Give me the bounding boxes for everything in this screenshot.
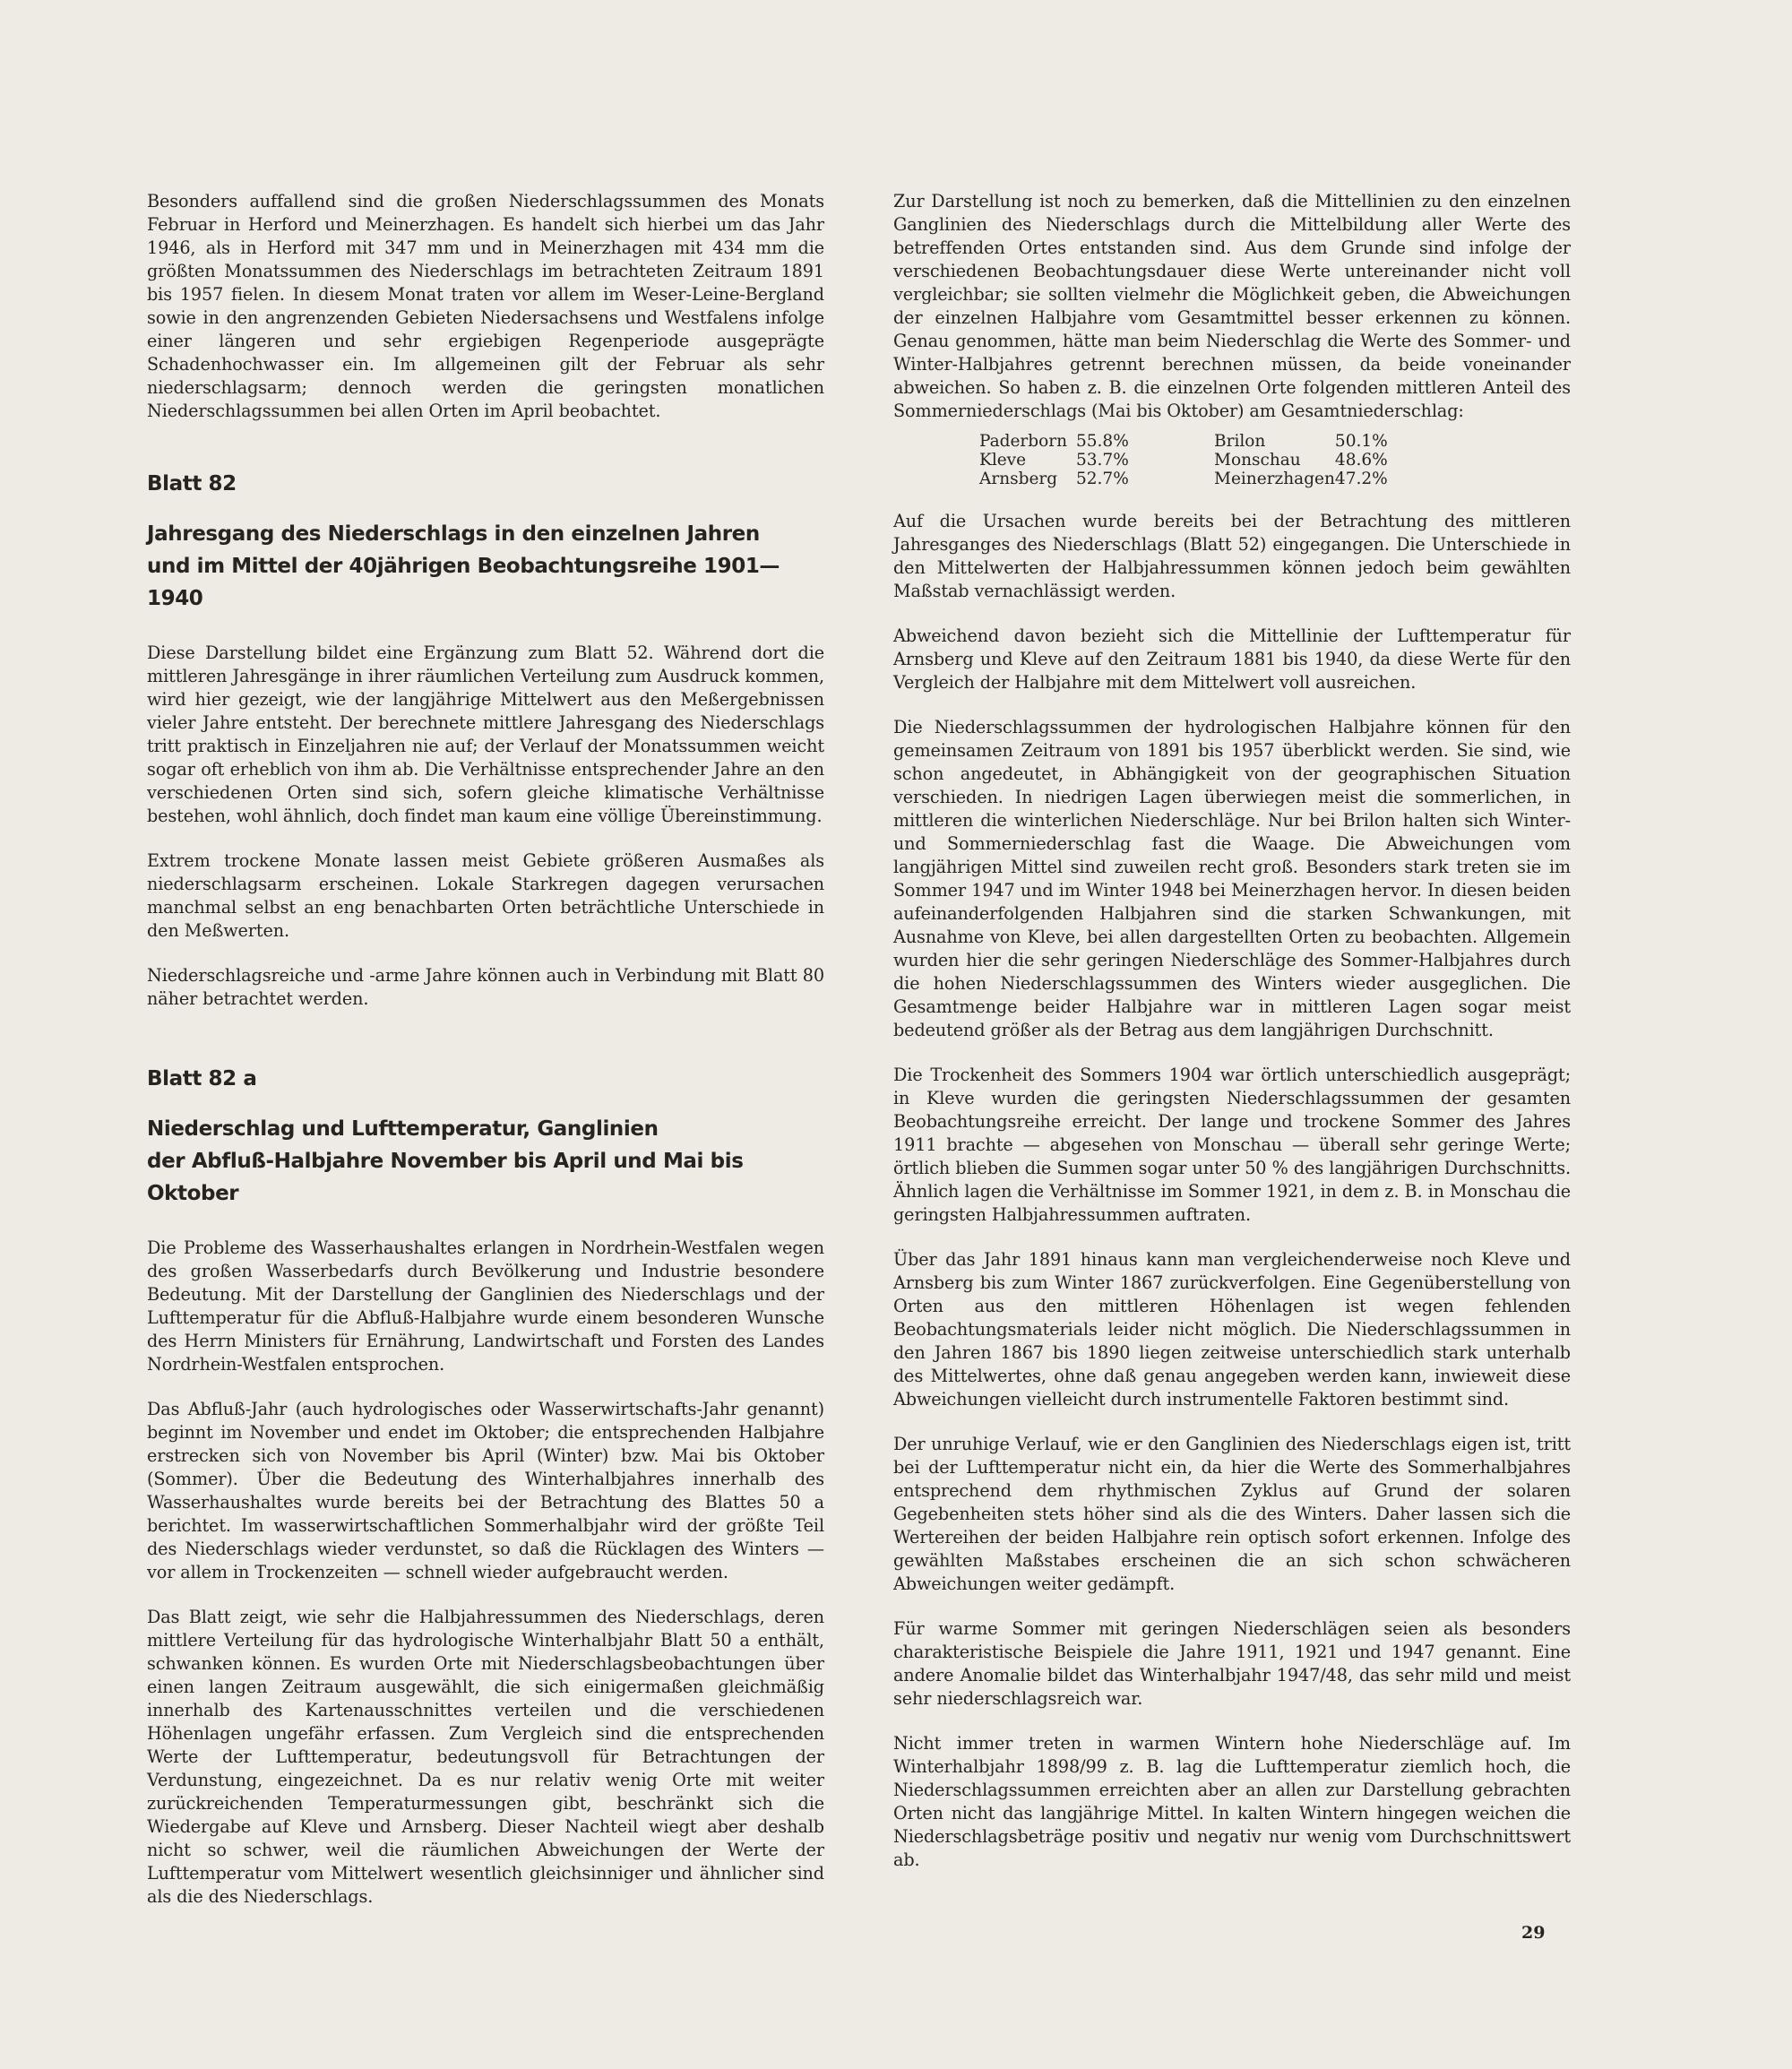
table-cell: Arnsberg: [979, 470, 1058, 488]
paragraph: Das Abfluß-Jahr (auch hydrologisches oder Wasserwirtschafts-Jahr genannt) beginnt im November und endet im Oktober; die entsprechenden Halbjahre erstrecken sich von November bis April (Winter) bzw. Mai bis Oktober (Sommer). Über die Bedeutung des Winterhalbjahres innerhalb des Wasserhaushaltes wurde bereits bei der Betrachtung des Blattes 50 a berichtet. Im wasserwirtschaftlichen Sommerhalbjahr wird der größte Teil des Niederschlags wieder verdunstet, so daß die Rücklagen des Winters — vor allem in Trockenzeiten — schnell wieder aufgebraucht werden.: [147, 1399, 824, 1582]
paragraph: Nicht immer treten in warmen Wintern hohe Niederschläge auf. Im Winterhalbjahr 1898/99 z. B. lag die Lufttemperatur ziemlich hoch, die Niederschlagssummen erreichten aber an allen zur Darstellung gebrachten Orten nicht das langjährige Mittel. In kalten Wintern hingegen weichen die Niederschlagsbeträge positiv und negativ nur wenig vom Durchschnittswert ab.: [893, 1733, 1571, 1870]
summer-share-table: [979, 432, 1388, 488]
table-cell: Monschau: [1214, 451, 1301, 470]
table-cell: 53.7%: [1076, 451, 1129, 470]
paragraph: Extrem trockene Monate lassen meist Gebiete größeren Ausmaßes als niederschlagsarm erscheinen. Lokale Starkregen dagegen verursachen manchmal selbst an eng benachbarten Orten beträchtliche Unterschiede in den Meßwerten.: [147, 850, 824, 941]
table-row: [979, 451, 1388, 470]
paragraph: Das Blatt zeigt, wie sehr die Halbjahressummen des Niederschlags, deren mittlere Verteilung für das hydrologische Winterhalbjahr Blatt 50 a enthält, schwanken können. Es wurden Orte mit Niederschlagsbeobachtungen über einen langen Zeitraum ausgewählt, die sich einigermaßen gleichmäßig innerhalb des Kartenausschnittes verteilen und die verschiedenen Höhenlagen ungefähr erfassen. Zum Vergleich sind die entsprechenden Werte der Lufttemperatur, bedeutungsvoll für Betrachtungen der Verdunstung, eingezeichnet. Da es nur relativ wenig Orte mit weiter zurückreichenden Temperaturmessungen gibt, beschränkt sich die Wiedergabe auf Kleve und Arnsberg. Dieser Nachteil wiegt aber deshalb nicht so schwer, weil die räumlichen Abweichungen der Werte der Lufttemperatur vom Mittelwert wesentlich gleichsinniger und ähnlicher sind als die des Niederschlags.: [147, 1607, 824, 1907]
table-row: [979, 432, 1388, 451]
table-cell: 50.1%: [1334, 432, 1388, 451]
sheet-label: Blatt 82 a: [147, 1067, 257, 1091]
paragraph: Die Trockenheit des Sommers 1904 war örtlich unterschiedlich ausgeprägt; in Kleve wurden die geringsten Niederschlagssummen der gesamten Beobachtungsreihe erreicht. Der lange und trockene Sommer des Jahres 1911 brachte — abgesehen von Monschau — überall sehr geringe Werte; örtlich blieben die Summen sogar unter 50 % des langjährigen Durchschnitts. Ähnlich lagen die Verhältnisse im Sommer 1921, in dem z. B. in Monschau die geringsten Halbjahressummen auftraten.: [893, 1065, 1571, 1225]
table-cell: Meinerzhagen: [1214, 470, 1335, 488]
table-row: [979, 470, 1388, 488]
table-cell: Kleve: [979, 451, 1027, 470]
right-column: [893, 190, 1571, 1893]
section-title-line-1: Jahresgang des Niederschlags in den einzelnen Jahren: [147, 522, 760, 546]
paragraph: Auf die Ursachen wurde bereits bei der Betrachtung des mittleren Jahresganges des Niederschlags (Blatt 52) eingegangen. Die Unterschiede in den Mittelwerten der Halbjahressummen können jedoch beim gewählten Maßstab vernachlässigt werden.: [893, 511, 1571, 601]
paragraph: Diese Darstellung bildet eine Ergänzung zum Blatt 52. Während dort die mittleren Jahresgänge in ihrer räumlichen Verteilung zum Ausdruck kommen, wird hier gezeigt, wie der langjährige Mittelwert aus den Meßergebnissen vieler Jahre entsteht. Der berechnete mittlere Jahresgang des Niederschlags tritt praktisch in Einzeljahren nie auf; der Verlauf der Monatssummen weicht sogar oft erheblich von ihm ab. Die Verhältnisse entsprechender Jahre an den verschiedenen Orten sind sich, sofern gleiche klimatische Verhältnisse bestehen, wohl ähnlich, doch findet man kaum eine völlige Übereinstimmung.: [147, 642, 824, 826]
table-cell: 48.6%: [1334, 451, 1388, 470]
paragraph: Abweichend davon bezieht sich die Mittellinie der Lufttemperatur für Arnsberg und Kleve auf den Zeitraum 1881 bis 1940, da diese Werte für den Vergleich der Halbjahre mit dem Mittelwert voll ausreichen.: [893, 625, 1571, 693]
section-title-line-2: der Abfluß-Halbjahre November bis April und Mai bis Oktober: [147, 1150, 744, 1205]
table-cell: 47.2%: [1334, 470, 1388, 488]
table-cell: Paderborn: [979, 432, 1068, 451]
section-title-line-1: Niederschlag und Lufttemperatur, Ganglinien: [147, 1117, 659, 1141]
paragraph: Der unruhige Verlauf, wie er den Ganglinien des Niederschlags eigen ist, tritt bei der Lufttemperatur nicht ein, da hier die Werte des Sommerhalbjahres entsprechend dem rhythmischen Zyklus auf Grund der solaren Gegebenheiten stets höher sind als die des Winters. Daher lassen sich die Wertereihen der beiden Halbjahre rein optisch sofort erkennen. Infolge des gewählten Maßstabes erscheinen die an sich schon schwächeren Abweichungen weiter gedämpft.: [893, 1434, 1571, 1594]
section-title-line-2: und im Mittel der 40jährigen Beobachtungsreihe 1901—1940: [147, 555, 780, 610]
table-cell: 55.8%: [1076, 432, 1129, 451]
table-cell: 52.7%: [1076, 470, 1129, 488]
section-blatt-82: [147, 468, 824, 1011]
page-number: 29: [1521, 1923, 1546, 1943]
table-cell: Brilon: [1214, 432, 1266, 451]
paragraph: Die Probleme des Wasserhaushaltes erlangen in Nordrhein-Westfalen wegen des großen Wasserbedarfs durch Bevölkerung und Industrie besondere Bedeutung. Mit der Darstellung der Ganglinien des Niederschlags und der Lufttemperatur für die Abfluß-Halbjahre wurde einem besonderen Wunsche des Herrn Ministers für Ernährung, Landwirtschaft und Forsten des Landes Nordrhein-Westfalen entsprochen.: [147, 1237, 824, 1375]
intro-paragraph: Besonders auffallend sind die großen Niederschlagssummen des Monats Februar in Herford und Meinerzhagen. Es handelt sich hierbei um das Jahr 1946, als in Herford mit 347 mm und in Meinerzhagen mit 434 mm die größten Monatssummen des Niederschlags im betrachteten Zeitraum 1891 bis 1957 fielen. In diesem Monat traten vor allem im Weser-Leine-Bergland sowie in den angrenzenden Gebieten Niedersachsens und Westfalens infolge einer längeren und sehr ergiebigen Regenperiode ausgeprägte Schadenhochwasser ein. Im allgemeinen gilt der Februar als sehr niederschlagsarm; dennoch werden die geringsten monatlichen Niederschlagssummen bei allen Orten im April beobachtet.: [147, 191, 824, 421]
paragraph: Die Niederschlagssummen der hydrologischen Halbjahre können für den gemeinsamen Zeitraum von 1891 bis 1957 überblickt werden. Sie sind, wie schon angedeutet, in Abhängigkeit von der geographischen Situation verschieden. In niedrigen Lagen überwiegen meist die sommerlichen, in mittleren die winterlichen Niederschläge. Nur bei Brilon halten sich Winter- und Sommerniederschlag fast die Waage. Die Abweichungen vom langjährigen Mittel sind zuweilen recht groß. Besonders stark treten sie im Sommer 1947 und im Winter 1948 bei Meinerzhagen hervor. In diesen beiden aufeinanderfolgenden Halbjahren sind die starken Schwankungen, mit Ausnahme von Kleve, bei allen dargestellten Orten zu beobachten. Allgemein wurden hier die sehr geringen Niederschläge des Sommer-Halbjahres durch die hohen Niederschlagssummen des Winters wieder ausgeglichen. Die Gesamtmenge beider Halbjahre war in mittleren Lagen sogar meist bedeutend größer als der Betrag aus dem langjährigen Durchschnitt.: [893, 717, 1571, 1040]
sheet-label: Blatt 82: [147, 472, 237, 496]
section-blatt-82a: [147, 1063, 824, 1909]
paragraph: Über das Jahr 1891 hinaus kann man vergleichenderweise noch Kleve und Arnsberg bis zum Winter 1867 zurückverfolgen. Eine Gegenüberstellung von Orten aus den mittleren Höhenlagen ist wegen fehlenden Beobachtungsmaterials leider nicht möglich. Die Niederschlagssummen in den Jahren 1867 bis 1890 liegen zeitweise unterschiedlich stark unterhalb des Mittelwertes, ohne daß genau angegeben werden kann, inwieweit diese Abweichungen vielleicht durch instrumentelle Faktoren bestimmt sind.: [893, 1249, 1571, 1410]
paragraph: Niederschlagsreiche und -arme Jahre können auch in Verbindung mit Blatt 80 näher betrachtet werden.: [147, 965, 824, 1009]
paragraph: Zur Darstellung ist noch zu bemerken, daß die Mittellinien zu den einzelnen Ganglinien des Niederschlags durch die Mittelbildung aller Werte des betreffenden Ortes entstanden sind. Aus dem Grunde sind infolge der verschiedenen Beobachtungsdauer diese Werte untereinander nicht voll vergleichbar; sie sollten vielmehr die Möglichkeit geben, die Abweichungen der einzelnen Halbjahre vom Gesamtmittel besser erkennen zu können. Genau genommen, hätte man beim Niederschlag die Werte des Sommer- und Winter-Halbjahres getrennt berechnen müssen, da beide voneinander abweichen. So haben z. B. die einzelnen Orte folgenden mittleren Anteil des Sommerniederschlags (Mai bis Oktober) am Gesamtniederschlag:: [893, 191, 1571, 421]
paragraph: Für warme Sommer mit geringen Niederschlägen seien als besonders charakteristische Beispiele die Jahre 1911, 1921 und 1947 genannt. Eine andere Anomalie bildet das Winterhalbjahr 1947/48, das sehr mild und meist sehr niederschlagsreich war.: [893, 1618, 1571, 1709]
left-column: [147, 190, 824, 1930]
